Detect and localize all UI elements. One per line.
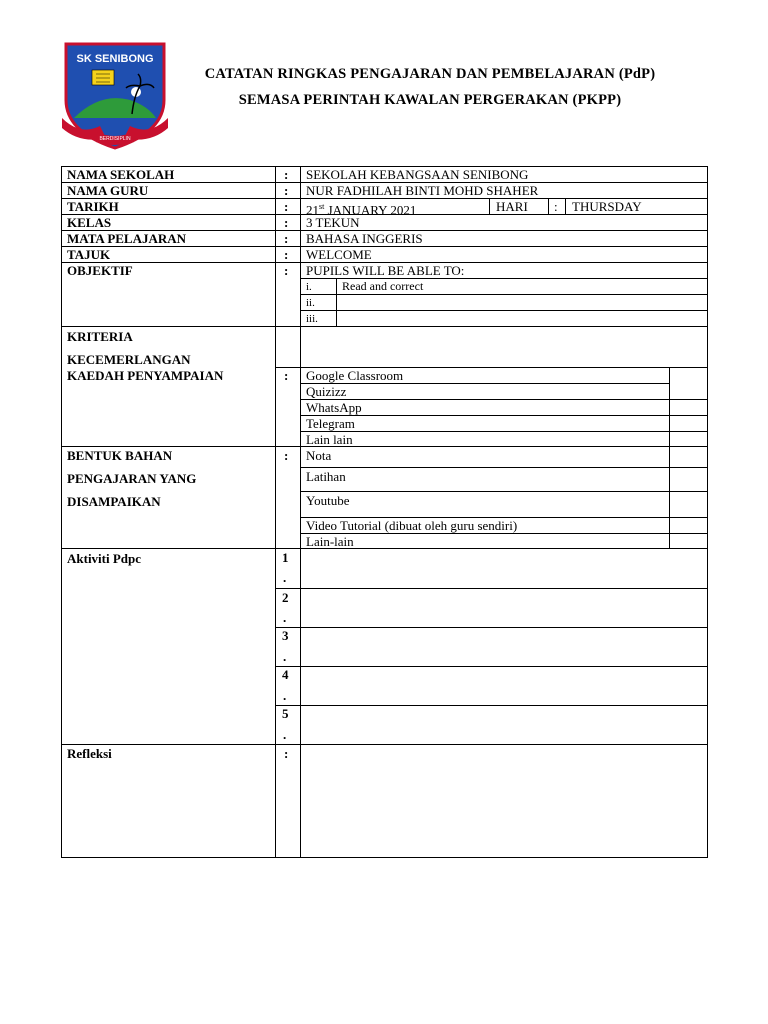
label-tarikh: TARIKH [67,199,119,214]
objektif-item-number: iii. [306,313,318,325]
colon: : [554,199,558,214]
colon: : [284,215,289,230]
crest-motto: BERDISIPLIN [99,136,131,142]
crest-text: SK SENIBONG [76,53,154,65]
value-nama-guru: NUR FADHILAH BINTI MOHD SHAHER [306,183,539,198]
colon: : [284,448,289,463]
aktiviti-number: 1 [282,550,289,565]
document-title-line2: SEMASA PERINTAH KAWALAN PERGERAKAN (PKPP) [238,92,622,108]
aktiviti-number: 3 [282,628,289,643]
aktiviti-number: 5 [282,706,289,721]
colon: : [284,746,289,761]
objektif-intro: PUPILS WILL BE ABLE TO: [306,263,465,278]
aktiviti-number-dot: . [283,610,287,625]
aktiviti-number: 4 [282,667,289,682]
school-crest-logo [60,40,170,152]
label-kriteria-line1: KRITERIA [67,329,133,344]
label-refleksi: Refleksi [67,746,112,761]
kaedah-option: WhatsApp [306,400,362,415]
label-kriteria-line2: KECEMERLANGAN [67,352,191,367]
kaedah-option: Telegram [306,416,355,431]
value-nama-sekolah: SEKOLAH KEBANGSAAN SENIBONG [306,167,529,182]
colon: : [284,231,289,246]
colon: : [284,183,289,198]
aktiviti-number-dot: . [283,727,287,742]
objektif-item-number: i. [306,281,312,293]
colon: : [284,247,289,262]
objektif-item-text: Read and correct [342,279,424,293]
value-tajuk: WELCOME [306,247,372,262]
aktiviti-number-dot: . [283,649,287,664]
colon: : [284,368,289,383]
label-bentuk-line3: DISAMPAIKAN [67,494,161,509]
aktiviti-number: 2 [282,590,289,605]
label-hari: HARI [496,199,528,214]
kaedah-option: Google Classroom [306,368,404,383]
label-kelas: KELAS [67,215,112,230]
label-bentuk-line2: PENGAJARAN YANG [67,471,197,486]
aktiviti-number-dot: . [283,688,287,703]
label-nama-guru: NAMA GURU [67,183,149,198]
label-bentuk-line1: BENTUK BAHAN [67,448,173,463]
aktiviti-number-dot: . [283,570,287,585]
label-objektif: OBJEKTIF [67,263,133,278]
bentuk-option: Lain-lain [306,534,354,549]
colon: : [284,167,289,182]
colon: : [284,263,289,278]
bentuk-option: Youtube [306,493,350,508]
colon: : [284,199,289,214]
objektif-item-number: ii. [306,297,315,309]
label-mata-pelajaran: MATA PELAJARAN [67,231,187,246]
value-hari: THURSDAY [572,199,642,214]
value-mata-pelajaran: BAHASA INGGERIS [306,231,423,246]
label-nama-sekolah: NAMA SEKOLAH [67,167,175,182]
value-tarikh: 21st JANUARY 2021 [306,202,417,218]
label-kaedah: KAEDAH PENYAMPAIAN [67,368,224,383]
bentuk-option: Latihan [306,469,346,484]
kaedah-option: Lain lain [306,432,353,447]
label-aktiviti: Aktiviti Pdpc [67,551,142,566]
bentuk-option: Nota [306,448,332,463]
bentuk-option: Video Tutorial (dibuat oleh guru sendiri) [306,518,518,533]
label-tajuk: TAJUK [67,247,111,262]
document-title-line1: CATATAN RINGKAS PENGAJARAN DAN PEMBELAJARAN (PdP) [204,66,656,82]
value-kelas: 3 TEKUN [306,215,360,230]
kaedah-option: Quizizz [306,384,347,399]
